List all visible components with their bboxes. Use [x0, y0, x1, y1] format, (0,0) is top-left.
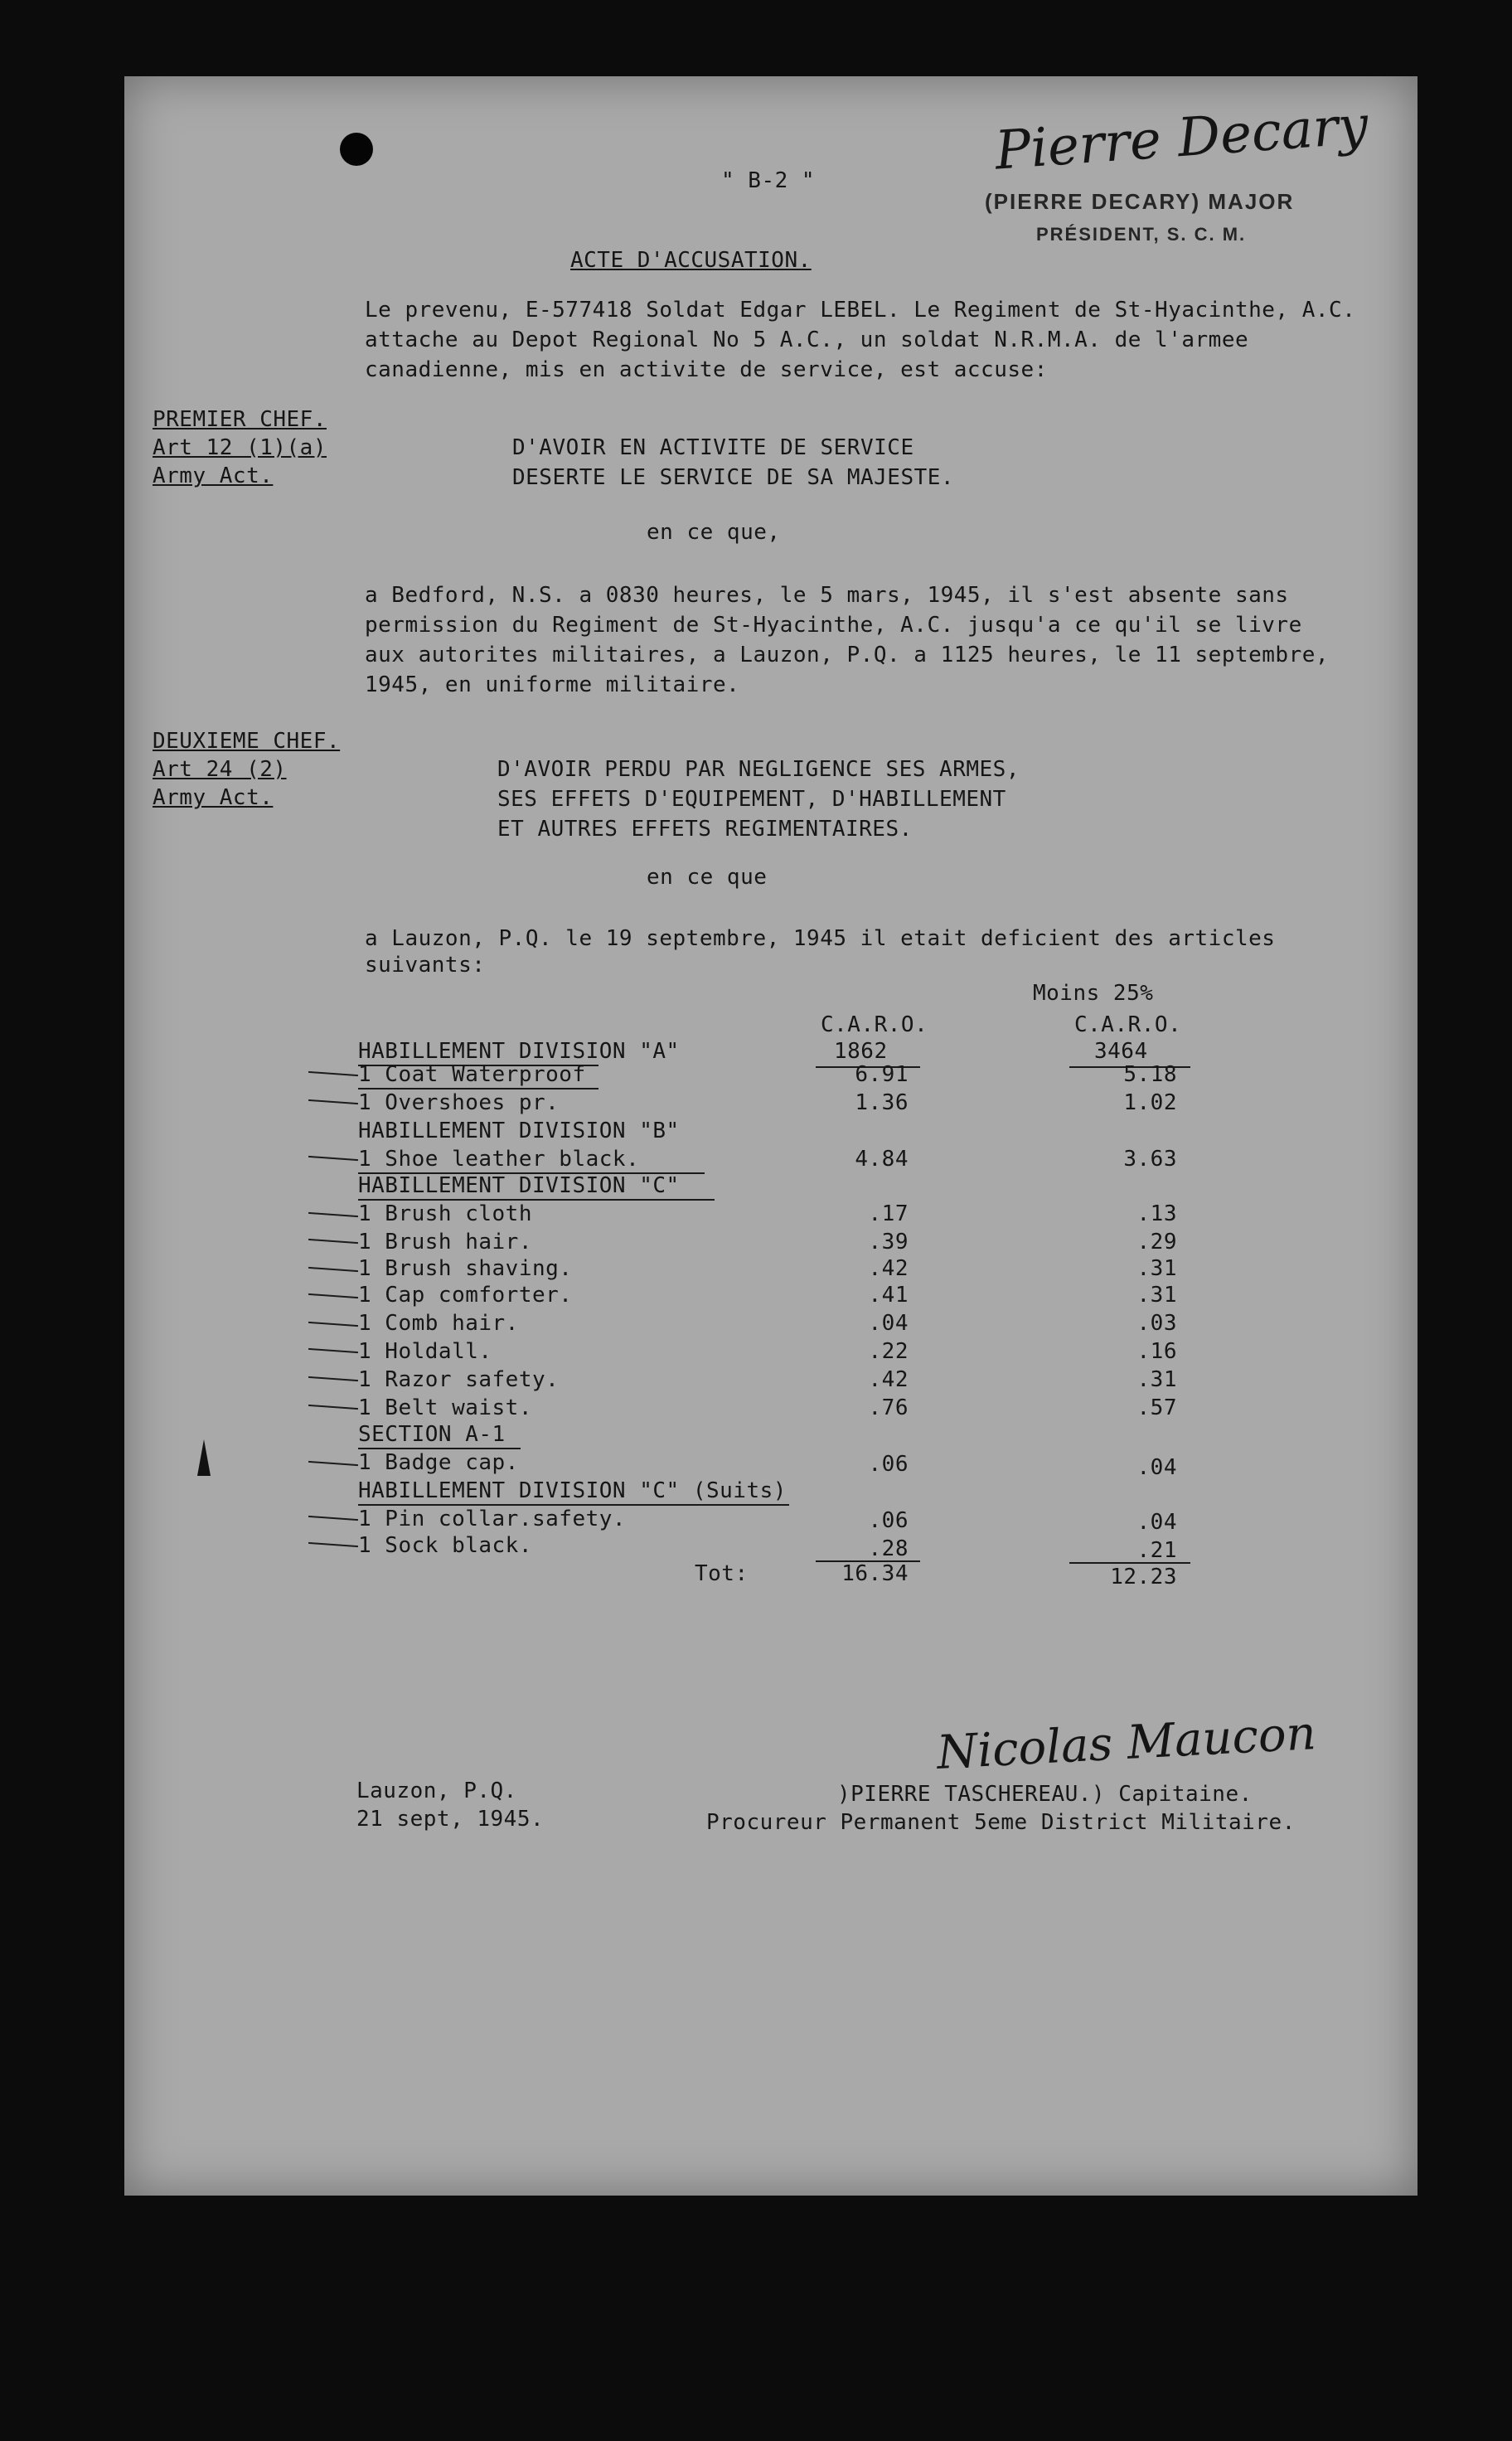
column2-code: 3464 — [1094, 1039, 1148, 1064]
table-row-label: 1 Coat Waterproof — [358, 1062, 586, 1087]
prosecutor-signature: Nicolas Maucon — [935, 1706, 1318, 1780]
table-cell-value1: .06 — [868, 1452, 909, 1477]
table-row-label: 1 Pin collar.safety. — [358, 1507, 627, 1531]
table-cell-value2: .31 — [1136, 1367, 1177, 1392]
table-row-label: 1 Brush cloth — [358, 1201, 532, 1226]
charge1-detail-line: permission du Regiment de St-Hyacinthe, A.C. jusqu'a ce qu'il se livre — [365, 613, 1302, 638]
charge1-statement: D'AVOIR EN ACTIVITE DE SERVICE — [512, 435, 914, 460]
charge2-heading: DEUXIEME CHEF. — [153, 729, 341, 754]
charge2-act: Army Act. — [153, 785, 274, 810]
charge1-en-ce-que: en ce que, — [647, 520, 781, 545]
total-label: Tot: — [695, 1561, 749, 1586]
column-head-moins: Moins 25% — [1033, 981, 1154, 1006]
table-cell-value2: .31 — [1136, 1283, 1177, 1308]
table-row-label: 1 Brush hair. — [358, 1230, 532, 1254]
table-cell-value1: .06 — [868, 1508, 909, 1533]
table-cell-value1: .42 — [868, 1367, 909, 1392]
table-row-label: 1 Shoe leather black. — [358, 1147, 640, 1172]
charge2-detail-line: suivants: — [365, 953, 486, 978]
charge2-article: Art 24 (2) — [153, 757, 287, 782]
total-value1: 16.34 — [841, 1561, 909, 1586]
table-cell-value2: .03 — [1136, 1311, 1177, 1336]
charge1-detail-line: a Bedford, N.S. a 0830 heures, le 5 mars, 1945, il s'est absente sans — [365, 583, 1289, 608]
table-row-label: 1 Belt waist. — [358, 1395, 532, 1420]
table-cell-value2: .13 — [1136, 1201, 1177, 1226]
charge2-statement: SES EFFETS D'EQUIPEMENT, D'HABILLEMENT — [497, 787, 1006, 812]
charge1-heading: PREMIER CHEF. — [153, 407, 327, 432]
table-row-label: 1 Comb hair. — [358, 1311, 519, 1336]
table-cell-value1: .41 — [868, 1283, 909, 1308]
table-cell-value2: .57 — [1136, 1395, 1177, 1420]
column1-code: 1862 — [834, 1039, 888, 1064]
table-cell-value1: .04 — [868, 1311, 909, 1336]
table-cell-value2: .04 — [1136, 1510, 1177, 1535]
prosecutor-name: )PIERRE TASCHEREAU.) Capitaine. — [837, 1782, 1253, 1807]
table-cell-value1: 4.84 — [855, 1147, 909, 1172]
total-value2: 12.23 — [1110, 1565, 1177, 1589]
table-cell-value2: .16 — [1136, 1339, 1177, 1364]
charge1-detail-line: 1945, en uniforme militaire. — [365, 672, 740, 697]
prosecutor-title: Procureur Permanent 5eme District Militaire. — [706, 1810, 1296, 1835]
table-cell-value2: 5.18 — [1123, 1062, 1177, 1087]
table-cell-value1: .39 — [868, 1230, 909, 1254]
table-row-label: 1 Brush shaving. — [358, 1256, 573, 1281]
president-signature: Pierre Decary — [992, 95, 1370, 182]
table-row-label: HABILLEMENT DIVISION "C" — [358, 1173, 680, 1198]
charge2-detail-line: a Lauzon, P.Q. le 19 septembre, 1945 il etait deficient des articles — [365, 926, 1276, 951]
charge2-statement: D'AVOIR PERDU PAR NEGLIGENCE SES ARMES, — [497, 757, 1020, 782]
table-cell-value2: .21 — [1136, 1538, 1177, 1563]
table-cell-value1: 1.36 — [855, 1090, 909, 1115]
footer-date: 21 sept, 1945. — [356, 1807, 545, 1832]
table-row-label: HABILLEMENT DIVISION "A" — [358, 1039, 680, 1064]
president-title-stamp: PRÉSIDENT, S. C. M. — [1036, 224, 1247, 245]
table-cell-value2: .04 — [1136, 1455, 1177, 1480]
table-cell-value1: .22 — [868, 1339, 909, 1364]
table-cell-value2: .29 — [1136, 1230, 1177, 1254]
table-cell-value2: .31 — [1136, 1256, 1177, 1281]
margin-arrow-icon — [196, 1439, 212, 1476]
charge1-detail-line: aux autorites militaires, a Lauzon, P.Q. a 1125 heures, le 11 septembre, — [365, 643, 1330, 667]
intro-line: Le prevenu, E-577418 Soldat Edgar LEBEL. Le Regiment de St-Hyacinthe, A.C. — [365, 298, 1356, 323]
table-cell-value2: 1.02 — [1123, 1090, 1177, 1115]
table-row-label: 1 Sock black. — [358, 1533, 532, 1558]
charge1-article: Art 12 (1)(a) — [153, 435, 327, 460]
charge1-act: Army Act. — [153, 463, 274, 488]
table-row-label: 1 Badge cap. — [358, 1450, 519, 1475]
charge2-statement: ET AUTRES EFFETS REGIMENTAIRES. — [497, 817, 913, 842]
page-reference: " B-2 " — [721, 168, 816, 193]
column2-head: C.A.R.O. — [1074, 1012, 1182, 1037]
table-row-label: 1 Cap comforter. — [358, 1283, 573, 1308]
table-cell-value1: .42 — [868, 1256, 909, 1281]
charge2-en-ce-que: en ce que — [647, 865, 768, 890]
table-cell-value1: .76 — [868, 1395, 909, 1420]
document-title: ACTE D'ACCUSATION. — [570, 248, 812, 273]
intro-line: attache au Depot Regional No 5 A.C., un soldat N.R.M.A. de l'armee — [365, 328, 1249, 352]
footer-place: Lauzon, P.Q. — [356, 1779, 517, 1803]
table-row-label: 1 Overshoes pr. — [358, 1090, 560, 1115]
table-row-label: HABILLEMENT DIVISION "B" — [358, 1119, 680, 1143]
charge1-statement: DESERTE LE SERVICE DE SA MAJESTE. — [512, 465, 955, 490]
table-cell-value1: 6.91 — [855, 1062, 909, 1087]
intro-line: canadienne, mis en activite de service, est accuse: — [365, 357, 1048, 382]
table-cell-value2: 3.63 — [1123, 1147, 1177, 1172]
table-cell-value1: .17 — [868, 1201, 909, 1226]
table-cell-value1: .28 — [868, 1536, 909, 1561]
table-row-label: HABILLEMENT DIVISION "C" (Suits) — [358, 1478, 787, 1503]
table-row-label: 1 Razor safety. — [358, 1367, 560, 1392]
table-row-label: SECTION A-1 — [358, 1422, 506, 1447]
president-name-stamp: (PIERRE DECARY) MAJOR — [985, 189, 1295, 214]
table-row-label: 1 Holdall. — [358, 1339, 492, 1364]
punch-hole — [340, 133, 373, 166]
column1-head: C.A.R.O. — [821, 1012, 928, 1037]
document-page — [124, 76, 1418, 2196]
